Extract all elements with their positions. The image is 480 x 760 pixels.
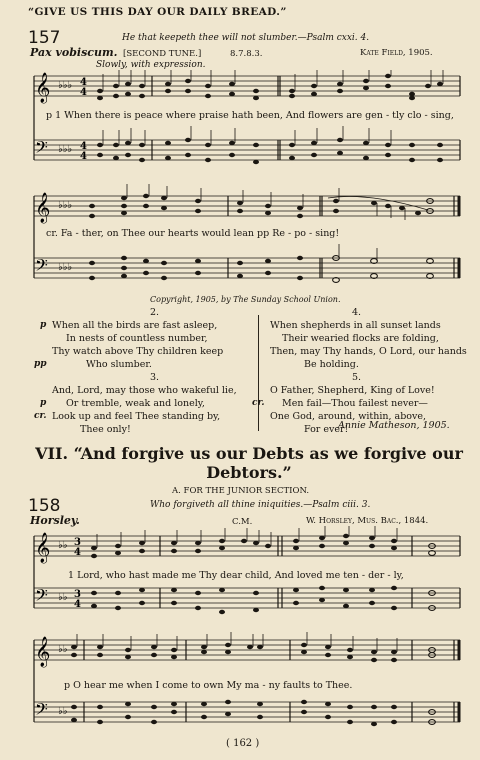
- svg-text:𝄢: 𝄢: [35, 255, 48, 279]
- verse-3-mark-2: p: [40, 398, 47, 408]
- music-system-157-1: [28, 70, 468, 180]
- svg-text:♭♭♭: ♭♭♭: [58, 144, 73, 155]
- svg-text:♭♭♭: ♭♭♭: [58, 80, 73, 91]
- svg-text:♭♭♭: ♭♭♭: [58, 200, 73, 211]
- verse-5-number: 5.: [352, 372, 362, 383]
- svg-text:♭♭: ♭♭: [58, 706, 68, 717]
- svg-text:4: 4: [74, 547, 81, 558]
- verse-4-line-4: Be holding.: [304, 359, 359, 370]
- hymn-158-lyric-line-2: p O hear me when I come to own My ma - ny faults to Thee.: [64, 680, 353, 691]
- verse-3-line-1: And, Lord, may those who wakeful lie,: [52, 385, 237, 396]
- svg-text:𝄞: 𝄞: [35, 73, 51, 103]
- verse-4-line-1: When shepherds in all sunset lands: [270, 320, 441, 331]
- verse-5-mark-2: cr.: [252, 398, 265, 408]
- svg-text:4: 4: [74, 599, 81, 610]
- page-number: ( 162 ): [226, 738, 260, 749]
- svg-text:𝄢: 𝄢: [35, 699, 48, 723]
- svg-text:♭♭♭: ♭♭♭: [58, 262, 73, 273]
- hymn-number-158: 158: [28, 496, 61, 516]
- verse-2-mark-1: p: [40, 320, 47, 330]
- tempo-direction: Slowly, with expression.: [96, 60, 206, 70]
- svg-text:𝄞: 𝄞: [35, 193, 51, 223]
- svg-text:𝄞: 𝄞: [35, 533, 51, 563]
- tune-name-pax-vobiscum: Pax vobiscum.: [30, 46, 118, 59]
- hymn-157-epigraph: He that keepeth thee will not slumber.—Psalm cxxi. 4.: [122, 33, 370, 43]
- hymn-157-author: Annie Matheson, 1905.: [338, 420, 450, 431]
- svg-text:♭♭: ♭♭: [58, 540, 68, 551]
- section-heading: VII. “And forgive us our Debts as we forgive our Debtors.”: [35, 444, 463, 482]
- svg-text:3: 3: [74, 537, 81, 548]
- verse-2-number: 2.: [150, 307, 160, 318]
- column-divider: [258, 315, 259, 431]
- verse-3-line-4: Thee only!: [80, 424, 131, 435]
- hymn-158-epigraph: Who forgiveth all thine iniquities.—Psalm ciii. 3.: [150, 500, 371, 510]
- svg-text:4: 4: [80, 141, 87, 152]
- verse-4-line-2: Their wearied flocks are folding,: [282, 333, 439, 344]
- svg-text:4: 4: [80, 87, 87, 98]
- verse-3-mark-3: cr.: [34, 411, 47, 421]
- hymn-158-composer: W. Horsley, Mus. Bac., 1844.: [306, 516, 429, 526]
- verse-2-line-4: Who slumber.: [86, 359, 152, 370]
- verse-2-line-3: Thy watch above Thy children keep: [52, 346, 224, 357]
- running-header: “GIVE US THIS DAY OUR DAILY BREAD.”: [28, 6, 287, 18]
- svg-text:3: 3: [74, 589, 81, 600]
- music-system-158-1: [28, 526, 468, 636]
- verse-5-line-1: O Father, Shepherd, King of Love!: [270, 385, 435, 396]
- svg-text:4: 4: [80, 151, 87, 162]
- svg-text:𝄞: 𝄞: [35, 637, 51, 667]
- hymn-number-157: 157: [28, 28, 61, 48]
- svg-text:𝄢: 𝄢: [35, 585, 48, 609]
- svg-text:♭♭: ♭♭: [58, 592, 68, 603]
- verse-2-mark-4: pp: [34, 359, 47, 369]
- hymn-158-meter: C.M.: [232, 517, 253, 527]
- verse-3-number: 3.: [150, 372, 160, 383]
- verse-4-number: 4.: [352, 307, 362, 318]
- hymn-158-lyric-line-1: 1 Lord, who hast made me Thy dear child, And loved me ten - der - ly,: [68, 570, 404, 581]
- verse-3-line-3: Look up and feel Thee standing by,: [52, 411, 221, 422]
- verse-2-line-1: When all the birds are fast asleep,: [52, 320, 218, 331]
- svg-text:♭♭: ♭♭: [58, 644, 68, 655]
- verse-4-line-3: Then, may Thy hands, O Lord, our hands: [270, 346, 467, 357]
- hymn-157-meter: 8.7.8.3.: [230, 49, 263, 59]
- hymn-157-lyric-line-2: cr. Fa - ther, on Thee our hearts would lean pp Re - po - sing!: [46, 228, 340, 239]
- tune-note: [SECOND TUNE.]: [123, 49, 202, 59]
- verse-2-line-2: In nests of countless number,: [66, 333, 208, 344]
- verse-5-line-3: One God, around, within, above,: [270, 411, 427, 422]
- hymn-157-lyric-line-1: p 1 When there is peace where praise hath been, And flowers are gen - tly clo - sing,: [46, 110, 454, 121]
- hymn-157-composer: Kate Field, 1905.: [360, 48, 433, 58]
- verse-5-line-2: Men fail—Thou failest never—: [282, 398, 428, 409]
- verse-3-line-2: Or tremble, weak and lonely,: [66, 398, 205, 409]
- copyright-notice: Copyright, 1905, by The Sunday School Union.: [150, 295, 341, 304]
- verse-5-line-4: For ever!: [304, 424, 349, 435]
- section-subheading: A. FOR THE JUNIOR SECTION.: [172, 486, 310, 496]
- svg-text:𝄢: 𝄢: [35, 137, 48, 161]
- svg-text:4: 4: [80, 77, 87, 88]
- tune-name-horsley: Horsley.: [30, 514, 80, 527]
